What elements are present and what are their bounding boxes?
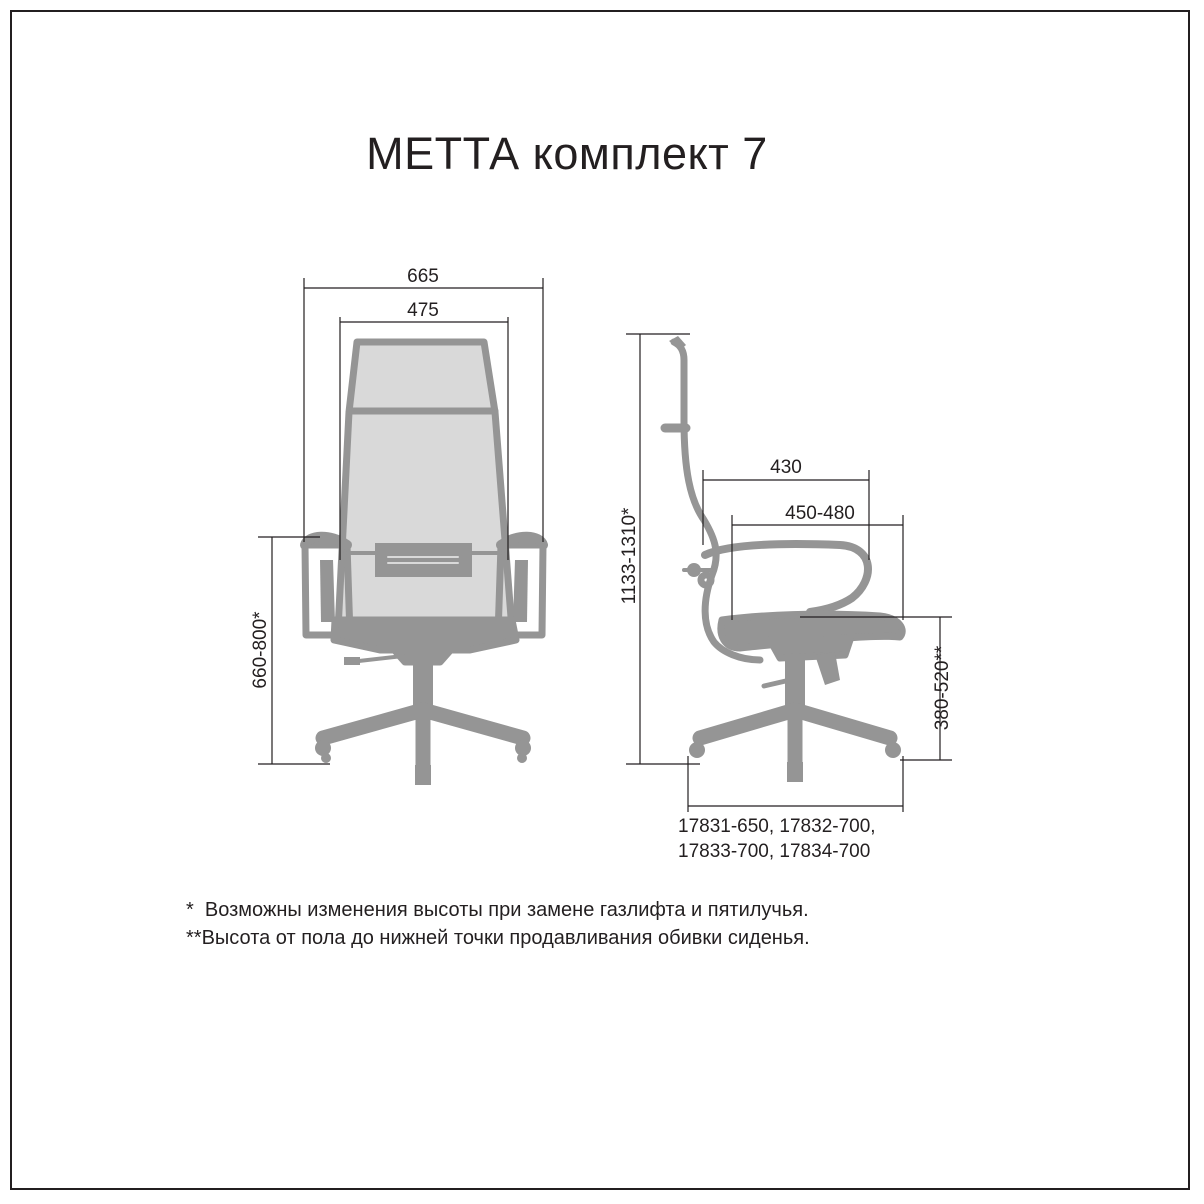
front-lumbar-pad xyxy=(375,543,472,577)
side-backrest xyxy=(674,342,760,660)
footnote-1: * Возможны изменения высоты при замене газлифта и пятилучья. xyxy=(186,899,809,921)
footnote-2: **Высота от пола до нижней точки продавливания обивки сиденья. xyxy=(186,927,810,949)
dim-total-height: 1133-1310* xyxy=(619,507,640,605)
footnotes xyxy=(186,896,810,952)
page-title: МЕТТА комплект 7 xyxy=(366,128,768,179)
model-codes xyxy=(678,814,876,864)
side-base xyxy=(700,710,890,765)
front-base xyxy=(323,710,523,770)
side-armrest xyxy=(705,544,868,612)
front-backrest-mesh xyxy=(338,342,512,630)
side-chair xyxy=(665,336,902,782)
dim-armrest-depth: 450-480 xyxy=(785,503,855,524)
dim-armrest-height: 660-800* xyxy=(250,611,271,689)
dim-back-width: 475 xyxy=(407,300,439,321)
dim-seat-height: 380-520** xyxy=(932,645,953,731)
dim-seat-depth: 430 xyxy=(770,457,802,478)
model-codes-line-1: 17831-650, 17832-700, xyxy=(678,816,876,837)
front-chair xyxy=(305,342,543,785)
model-codes-line-2: 17833-700, 17834-700 xyxy=(678,841,871,862)
dim-overall-width: 665 xyxy=(407,266,439,287)
